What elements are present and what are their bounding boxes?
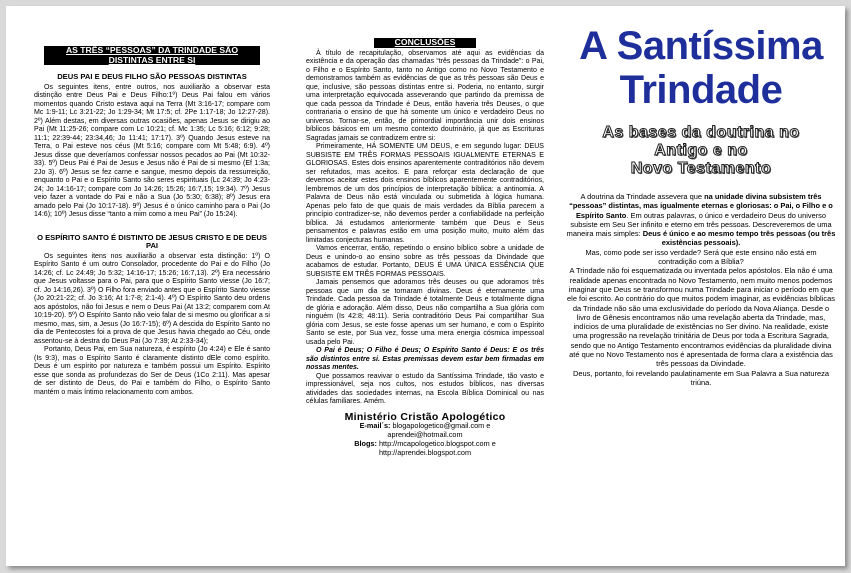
middle-paragraph-4: Jamais pensemos que adoramos três deuses ou que adoramos três pessoas que um dia se tornaram divinas. Deus é eternamente uma Trindade. Cada pessoa da Trindade é totalmente Deus e totalmente digna de glória e adoração. Além disso, Deus não compartilha a Sua glória com ninguém (Is 42:8; 48:11). Seria contraditório Deus Pai compartilhar Sua glória com Jesus, se este fosse apenas um ser humano, e com o Espírito Santo se este, por Sua vez, fosse uma mera energia cósmica impessoal usada pelo Pai.: [306, 279, 544, 346]
cover-title: [566, 24, 836, 112]
cover-body: [566, 192, 836, 387]
left-paragraph-2: Os seguintes itens nos auxiliarão a observar esta distinção: 1º) O Espírito Santo é um outro Consolador, procedente do Pai e do Filho (Jo 14:26; cf. Lc 24:49; Jo 5:32; 14:16-17; 15:26; 16:7,13). 2º) Era necessário que Jesus voltasse para o Pai, para que o Espírito Santo viesse (Jo 16:7; cf. Jo 14:16,26). 3º) O Filho fora enviado antes que o Espírito Santo viesse (Jo 20:21-22; cf. Jo 3:16; At 1:7-8; 2:1-4). 4º) O Espírito Santo deu ordens aos apóstolos, não foi Jesus e nem o Deus Pai (At 13:2; comparem com At 10:19-20). 5º) O Espírito Santo não veio falar de si mesmo ou glorificar a si mesmo, mas, sim, a Jesus (Jo 16:7-15); 6º) A descida do Espírito Santo no dia de Pentecostes foi a prova de que Jesus havia chegado ao Céu, onde assentou-se à destra do Deus Pai (Jo 7:39; At 2:33-34);: [34, 252, 270, 345]
cover-paragraph-1-d: Deus é único e ao mesmo tempo três pessoas (ou três existências pessoais).: [642, 229, 836, 248]
middle-paragraph-3: Vamos encerrar, então, repetindo o ensino bíblico sobre a unidade de Deus e unindo-o ao ensino sobre as três pessoas da Divindade que acabamos de estudar. Portanto, DEUS É UMA ÚNICA ESSÊNCIA QUE SUBSISTE EM TRÊS FORMAS PESSOAIS.: [306, 245, 544, 278]
cover-subtitle: [566, 124, 836, 178]
cover-paragraph-4: Deus, portanto, foi revelando paulatinamente em Sua Palavra a Sua natureza triúna.: [573, 368, 829, 387]
middle-paragraph-1: À título de recapitulação, observamos até aqui as evidências da existência e da operação das chamadas “três pessoas da Trindade”: o Pai, o Filho e o Espírito Santo, tanto no Antigo como no Novo Testamento e demonstramos também as evidências de que as três pessoas são Deus e que, inclusive, são pessoas distintas entre si. Poderia, no entanto, surgir uma interpretação equivocada asseverando que partindo da premissa de que cada pessoa da Trindade é Deus, então haveria três Deuses, o que contrariaria o ensino de que há somente um único e verdadeiro Deus no universo. Tornar-se, então, de primordial importância unir dois ensinos bíblicos básicos em um mesmo contexto doutrinário, já que as Escrituras Sagradas jamais se contradizem entre si:: [306, 49, 544, 142]
cover-subtitle-line-2: Antigo e no: [654, 142, 748, 159]
blog-1[interactable]: http://mcapologetico.blogspot.com e: [378, 439, 496, 449]
cover-title-line-1: A Santíssima: [579, 24, 823, 68]
cover-paragraph-1-c: . Em outras palavras, o único e verdadeiro Deus do universo subsiste em Seu Ser infinito e eterno em três pessoas. Descreveremos de uma maneira mais simples:: [566, 210, 832, 239]
left-column: [34, 38, 270, 558]
cover-paragraph-3: A Trindade não foi esquematizada ou inventada pelos apóstolos. Ela não é uma realidade apenas encontrada no Novo Testamento, nem muito menos podemos imaginar que Deus se transformou numa Trindade para iniciar o período em que ele foi escrito. Ao contrário do que muitos podem imaginar, as evidências bíblicas da Trindade não são uma exclusividade do período da Nova Aliança. Desde o livro de Gênesis encontramos não uma revelação aberta da Trindade, mas, indícios de uma pluralidade de existências no Ser divino. Na realidade, existe uma progressão na revelação trinitária de Deus por toda a Escritura Sagrada, sendo que no Antigo Testamento encontramos evidências da pluralidade divina até que no Novo Testamento nos é apresentada de forma clara a existência das três pessoas da Divindade.: [567, 266, 835, 369]
right-column: [566, 16, 836, 561]
blogs-line-1: [306, 439, 544, 448]
left-paragraph-1: Os seguintes itens, entre outros, nos auxiliarão a observar esta distinção entre Deus Pai e Deus Filho:1º) Deus Pai falou em vários momentos quando Cristo estava aqui na Terra (Mt 3:16-17; compare com Mc 1:9-11; Lc 3:21-22; Jo 1:29-34; Mt 17:5; cf. 2Pe 1:17-18; Jo 12:27-28). 2º) Além destas, em diversas outras ocasiões, apenas Jesus se dirigiu ao Pai (Mt 11:25-26; compare com Lc 10:21; cf. Mc 1:35; Lc 5:16; 6:12; 9:28; 11:1; 22:39-44; 23:34,46; Jo 11:41; 17:17). 3º) Quando Jesus esteve na Terra, o Pai esteve nos céus (Mt 5:16; compare com Mt 5:48; 6:9). 4º) Jesus disse que deveríamos confessar nossos pecados ao Pai (Mt 10:32-33). 5º) Deus Pai é Pai de Jesus e Jesus não é Pai de si mesmo (Ef 1:3a; 2Jo 3). 6º) Jesus se fez carne e sangue, mesmo depois da ressurreição, enquanto o Pai e o Espírito Santo são seres espirituais (Lc 24:39; Jo 4:23-24; Jo 14:16-17; compare com Jo 14:26; 15:26; 16:7,15; 19:34). 7º) Jesus veio fazer a vontade do Pai e não a Sua (Jo 5:30; 6:38); 8º) Jesus era amado pelo Pai (Jo 10:17-18). 9º) Jesus é o único caminho para o Pai (Jo 14:6); 10º) Jesus disse “tanto a mim como a meu Pai” (Jo 15:24).: [34, 83, 270, 219]
cover-subtitle-line-3: Novo Testamento: [630, 160, 772, 177]
ministry-name: Ministério Cristão Apologético: [344, 410, 506, 423]
cover-paragraph-1: [566, 192, 836, 248]
middle-paragraph-2: Primeiramente, HÁ SOMENTE UM DEUS, e em segundo lugar: DEUS SUBSISTE EM TRÊS FORMAS PESSOAIS IGUALMENTE ETERNAS E GLORIOSAS. Estes dois ensinos aparentemente contraditórios não devem ser refutados, mas aceitos. E para reforçar esta declaração de que devemos aceitar estes dois ensinos bíblicos aparentemente contraditórios, lembremos de um dos princípios de interpretação bíblica: a antinomia. A Palavra de Deus não está vinculada ou submetida à lógica humana. Apenas pelo fato de que quais de mais verdades da Bíblia parecem a princípio contradizer-se, não devemos perder a confiabilidade na perfeição bíblica. Já estudamos anteriormente também que Deus e Seus pensamentos e palavras estão em uma posição muito, muito além das limitadas conjecturas humanas.: [306, 143, 544, 244]
left-subheading-1: DEUS PAI E DEUS FILHO SÃO PESSOAS DISTINTAS: [57, 72, 247, 82]
left-paragraph-3: Portanto, Deus Pai, em Sua natureza, é espírito (Jo 4:24) e Ele é santo (Is 9:3), mas o Espírito Santo é claramente distinto dEle como espírito. Deus é um espírito por natureza e também possui um Espírito. Espírito esse que sonda as profundezas do Ser de Deus (1Co 2:11). Mas apesar de ser distinto de Deus, do Pai e também do Filho, o Espírito Santo mantém o mais íntimo relacionamento com ambos.: [34, 346, 270, 396]
cover-paragraph-1-b: na unidade divina subsistem três “pessoas” distintas, mas igualmente eternas e gloriosas: o Pai, o Filho e o Espírito Santo: [569, 192, 833, 220]
middle-paragraph-6: Que possamos reavivar o estudo da Santíssima Trindade, tão vasto e impressionável, seja nos cultos, nos estudos bíblicos, nas diversas atividades das sociedades internas, na Escola Bíblica Dominical ou nas células familiares. Amém.: [306, 372, 544, 406]
blogs-label: Blogs:: [354, 439, 377, 449]
cover-paragraph-2: Mas, como pode ser isso verdade? Será que este ensino não está em contradição com a Bíblia?: [585, 247, 817, 267]
left-heading: AS TRÊS “PESSOAS” DA TRINDADE SÃO DISTINTAS ENTRE SI: [44, 46, 260, 65]
email-line-1: [306, 421, 544, 430]
middle-paragraph-5: O Pai é Deus; O Filho é Deus; O Espírito Santo é Deus: E os três são distintos entre si. Estas premissas devem estar bem firmadas em nossas mentes.: [306, 347, 544, 372]
middle-heading: CONCLUSÕES: [374, 38, 476, 48]
email-1[interactable]: blogapologetico@gmail.com e: [392, 421, 491, 431]
cover-title-line-2: Trindade: [619, 68, 783, 112]
email-2[interactable]: aprendei@hotmail.com: [387, 430, 463, 440]
cover-paragraph-1-a: A doutrina da Trindade assevera que: [580, 192, 705, 201]
email-label: E-mail´s:: [359, 421, 391, 431]
cover-subtitle-line-1: As bases da doutrina no: [602, 124, 800, 141]
middle-column: [306, 38, 544, 558]
blog-2[interactable]: http://aprendei.blogspot.com: [378, 448, 472, 458]
left-subheading-2: O ESPÍRITO SANTO É DISTINTO DE JESUS CRISTO E DE DEUS PAI: [37, 232, 267, 251]
brochure-sheet: [6, 6, 845, 566]
